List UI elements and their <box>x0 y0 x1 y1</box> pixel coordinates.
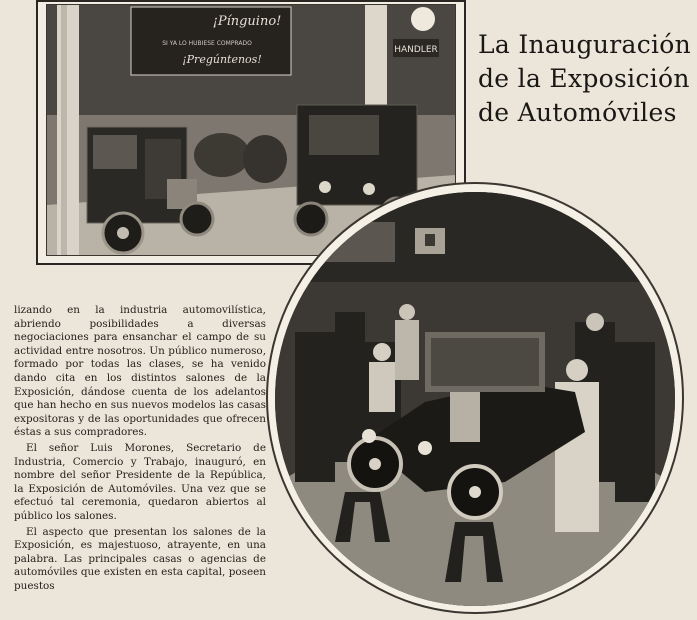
circle-photo <box>275 192 675 606</box>
banner-text-3: ¡Pregúntenos! <box>182 53 262 66</box>
article-body <box>14 304 266 593</box>
article-title <box>478 28 692 130</box>
circle-photo-illustration <box>275 192 675 606</box>
banner-text-2: SI YA LO HUBIESE COMPRADO <box>162 40 252 47</box>
title-line-1: La Inauguración <box>478 30 692 59</box>
banner-text-1: ¡Pínguino! <box>212 14 282 29</box>
paragraph-3: El aspecto que presentan los salones de la Exposición, es majestuoso, atrayente, en una palabra. Las principales casas o agencias de automóviles que existen en esta capital, poseen puestos <box>14 525 266 592</box>
sign-handler: HANDLER <box>394 45 438 55</box>
paragraph-1: lizando en la industria automovilística, abriendo posibilidades a diversas negociaciones para ensanchar el campo de su actividad entre nosotros. Un público numeroso, formado por todas las clases, se ha venido dando cita en los distintos salones de la Exposición, dándose cuenta de los adelantos que han hecho en sus nuevos modelos las casas expositoras y de las oportunidades que ofrecen éstas a sus compradores. <box>14 304 266 439</box>
title-line-2: de la Exposición <box>478 64 690 93</box>
title-line-3: de Automóviles <box>478 98 677 127</box>
paragraph-2: El señor Luis Morones, Secretario de Industria, Comercio y Trabajo, inauguró, en nombre del señor Presidente de la República, la Exposición de Automóviles. Una vez que se efectuó tal ceremonia, quedaron abiertos al público los salones. <box>14 441 266 522</box>
